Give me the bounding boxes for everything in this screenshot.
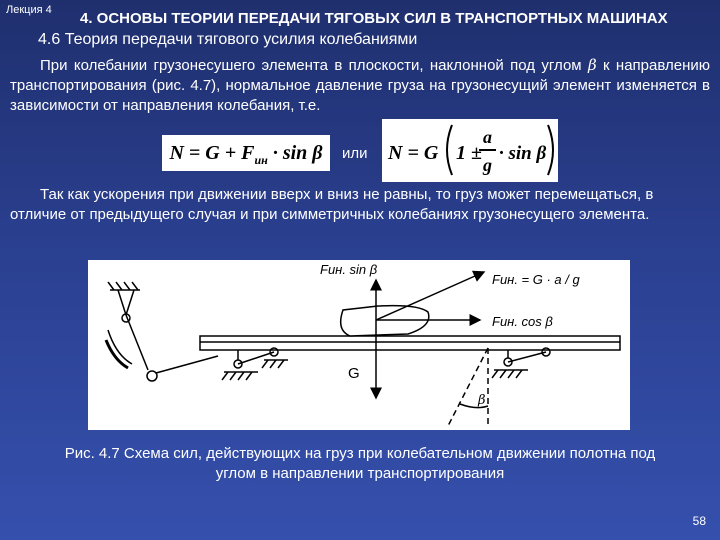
support-right — [492, 348, 550, 378]
formula2-denominator: g — [483, 155, 492, 175]
label-f-eq: Fин. = G · a / g — [492, 272, 580, 287]
formula2-numerator: a — [483, 127, 492, 147]
lecture-label: Лекция 4 — [6, 4, 52, 16]
left-paren — [447, 125, 452, 175]
conveyor-deck — [200, 336, 620, 350]
beta-symbol: β — [587, 56, 597, 74]
force-diagram — [88, 260, 630, 430]
subsection-title: 4.6 Теория передачи тягового усилия колебаниями — [38, 31, 418, 48]
or-label: или — [342, 145, 368, 162]
formula1-subscript: ин — [254, 153, 268, 167]
paragraph-acceleration — [10, 185, 710, 225]
formula2-svg — [382, 119, 558, 182]
page-number: 58 — [692, 514, 706, 528]
formula1-lhs: N = G + F — [169, 142, 255, 164]
paragraph-intro-part2: к направлению транспортирования (рис. 4.7), нормальное давление груза на грузонесущий элемент изменяется в зависимости от направления колебания, т.е. — [10, 57, 710, 114]
label-g: G — [348, 365, 360, 382]
formula2-lhs: N = G — [388, 142, 439, 164]
support-left — [222, 348, 288, 380]
right-paren — [548, 125, 553, 175]
section-header: 4. ОСНОВЫ ТЕОРИИ ПЕРЕДАЧИ ТЯГОВЫХ СИЛ В ТРАНСПОРТНЫХ МАШИНАХ — [80, 10, 668, 27]
paragraph-acceleration-text: Так как ускорения при движении вверх и вниз не равны, то груз может перемещаться, в отличие от предыдущего случая и при симметричных колебаниях грузонесущего элемента. — [10, 186, 654, 223]
paragraph-intro — [10, 55, 710, 116]
figure-caption: Рис. 4.7 Схема сил, действующих на груз при колебательном движении полотна под углом в направлении транспортирования — [64, 445, 656, 482]
drive-mechanism — [106, 282, 218, 381]
formula-normal-force-accel — [382, 119, 558, 182]
label-beta: β — [478, 393, 486, 408]
label-f-sin: Fин. sin β — [320, 262, 378, 277]
formula2-tail: · sin β — [499, 143, 547, 164]
paragraph-intro-part1: При колебании грузонесушего элемента в плоскости, наклонной под углом — [40, 57, 588, 74]
force-diagram-svg — [88, 260, 630, 430]
formula-normal-force — [162, 135, 330, 171]
load-body — [341, 306, 429, 336]
label-f-cos: Fин. cos β — [492, 314, 553, 329]
formula1-rhs: · sin β — [267, 142, 323, 164]
formula2-pm: 1 ± — [456, 142, 482, 164]
